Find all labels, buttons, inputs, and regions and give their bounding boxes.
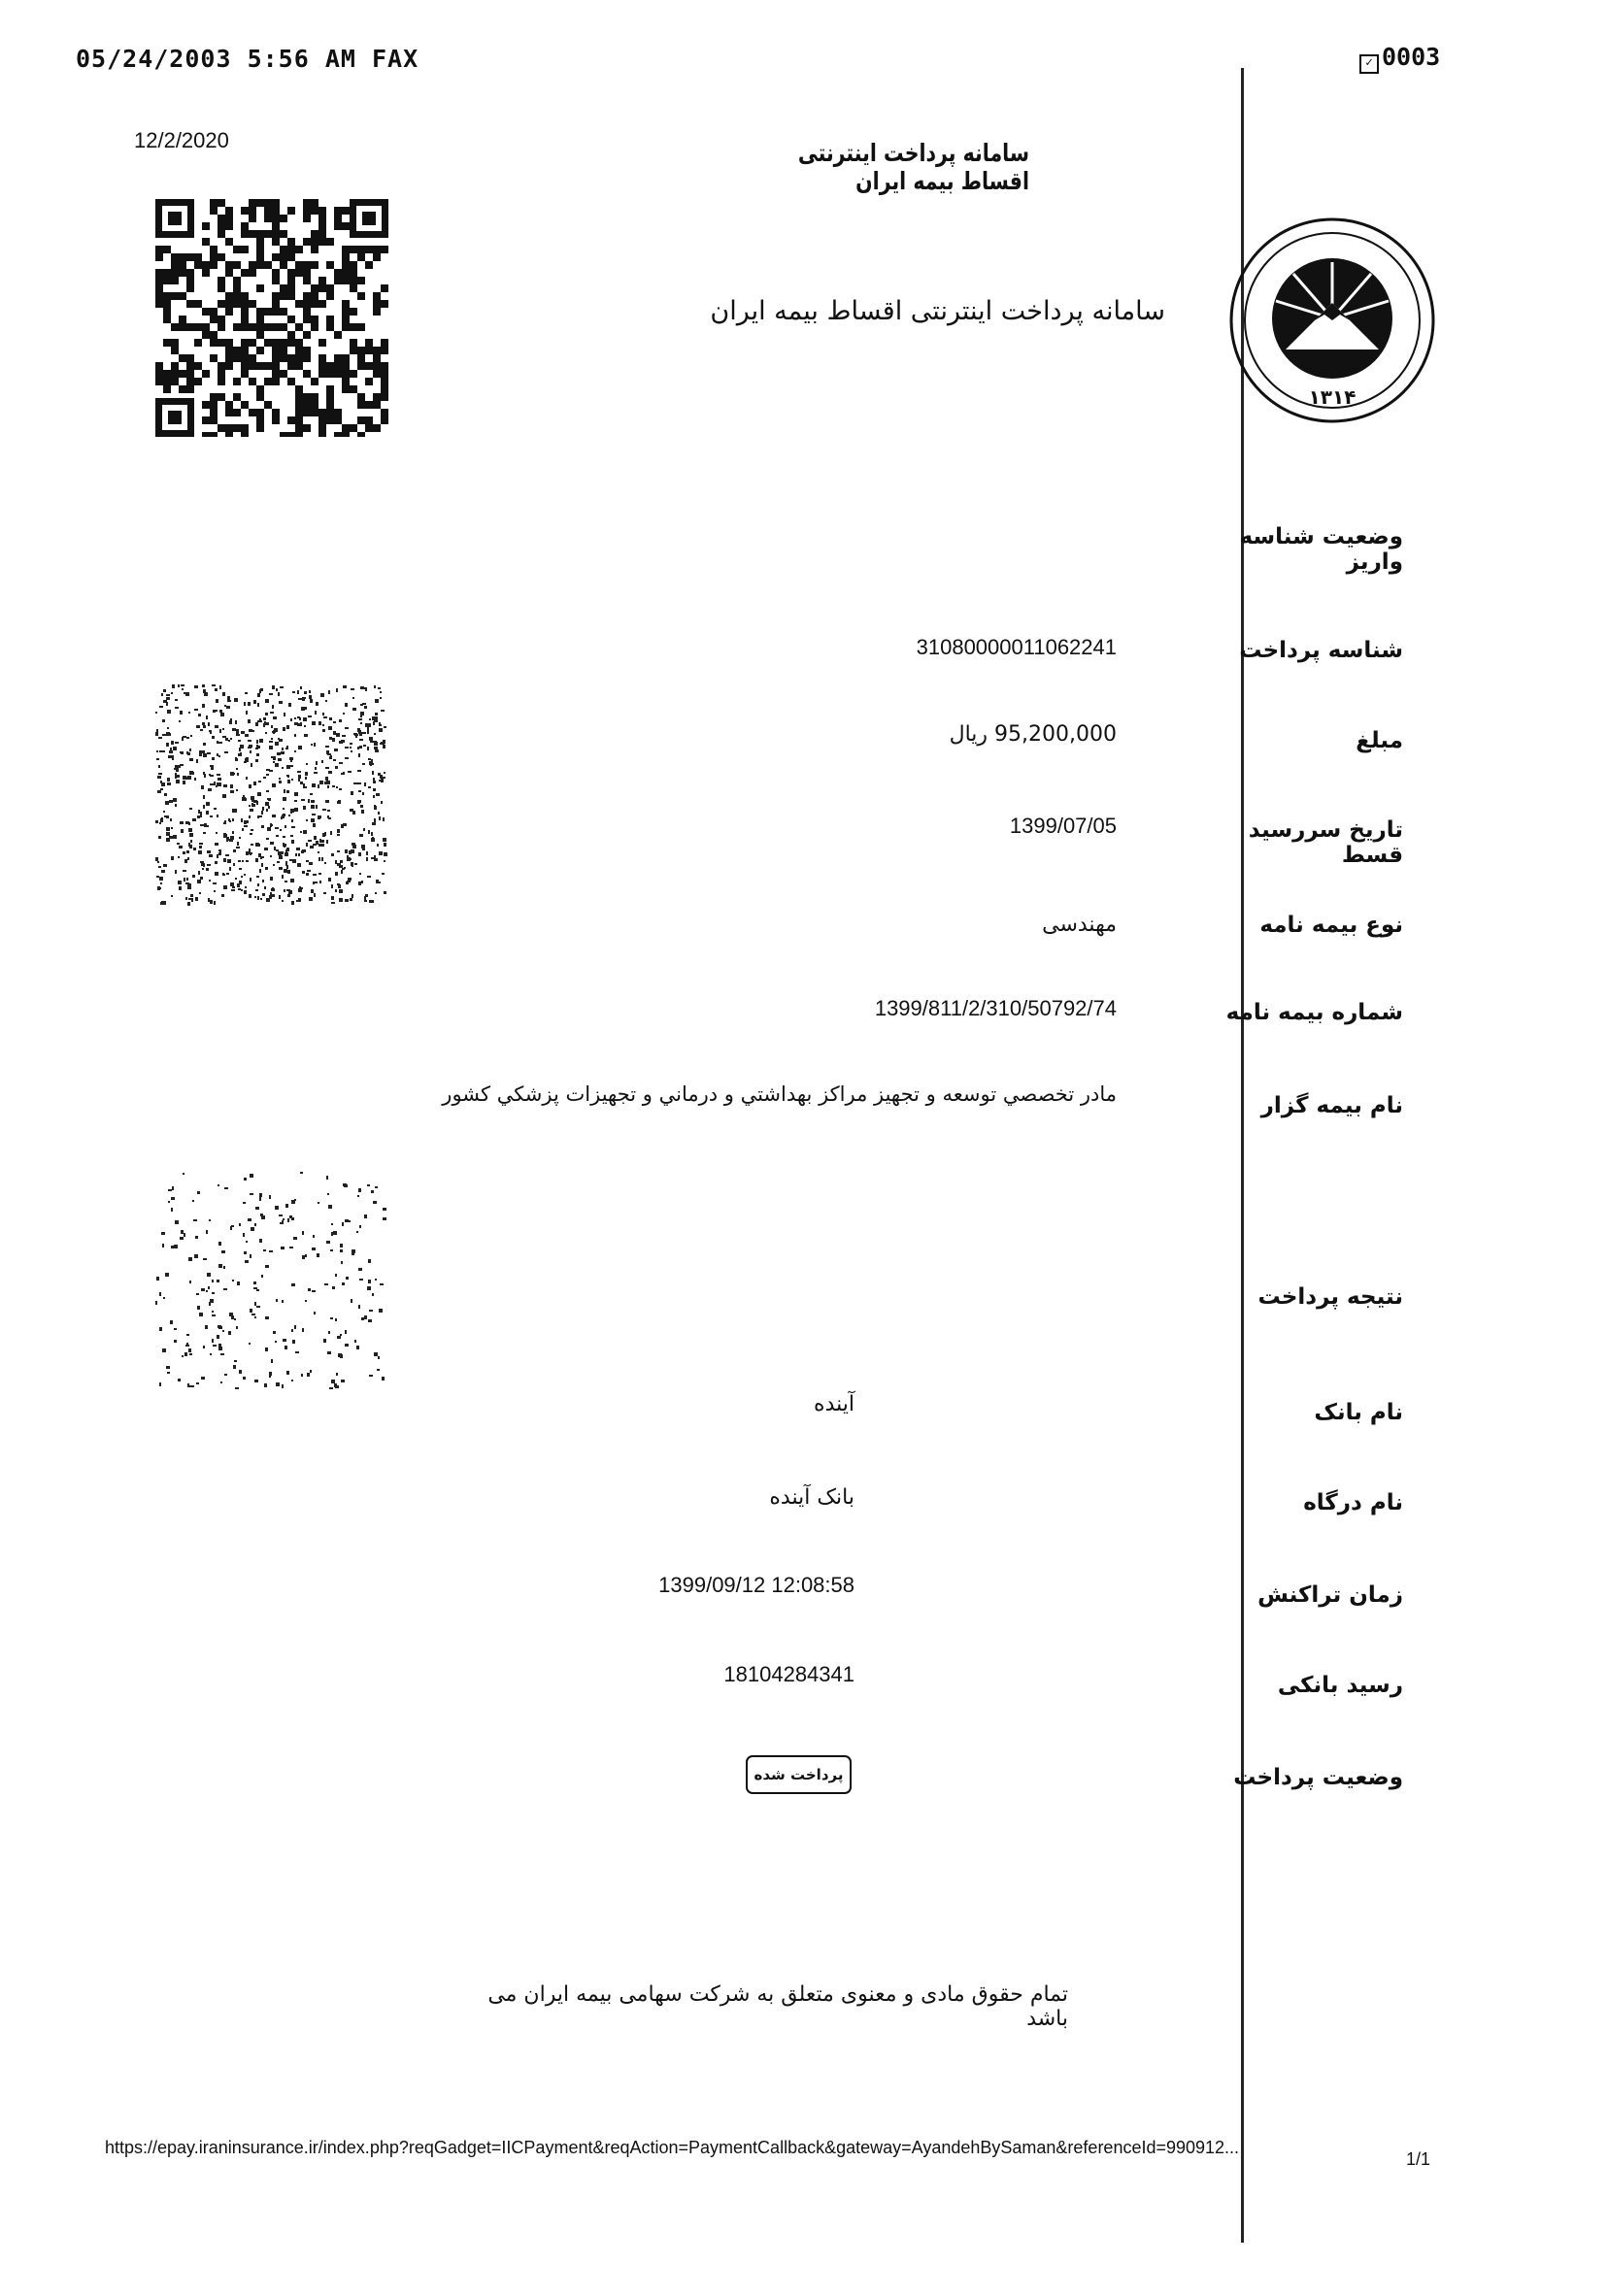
site-title: سامانه پرداخت اینترنتی اقساط بیمه ایران bbox=[710, 296, 1165, 326]
header-title: سامانه پرداخت اینترنتی اقساط بیمه ایران bbox=[797, 139, 1029, 195]
value-payment-id: 31080000011062241 bbox=[916, 635, 1117, 659]
copyright-footer: تمام حقوق مادی و معنوی متعلق به شرکت سهامی بیمه ایران می باشد bbox=[487, 1982, 1068, 2031]
value-transaction-time: 1399/09/12 12:08:58 bbox=[658, 1573, 854, 1597]
label-bank-name: نام بانک bbox=[1314, 1400, 1403, 1425]
status-badge: پرداخت شده bbox=[746, 1755, 852, 1794]
fax-header-line: 05/24/2003 5:56 AM FAX bbox=[76, 45, 419, 73]
fax-page-number: ✓ 0003 bbox=[1359, 43, 1440, 74]
label-transaction-time: زمان تراکنش bbox=[1257, 1582, 1403, 1608]
label-payment-result: نتیجه پرداخت bbox=[1257, 1284, 1403, 1310]
value-insurer-name: مادر تخصصي توسعه و تجهيز مراكز بهداشتي و درماني و تجهيزات پزشكي كشور bbox=[442, 1082, 1117, 1106]
label-payment-status: وضعیت پرداخت bbox=[1233, 1765, 1403, 1790]
value-policy-type: مهندسی bbox=[1042, 913, 1117, 937]
scan-noise-block bbox=[155, 684, 388, 922]
value-due-date: 1399/07/05 bbox=[1009, 814, 1117, 838]
label-policy-type: نوع بیمه نامه bbox=[1259, 913, 1403, 938]
label-amount: مبلغ bbox=[1356, 728, 1403, 753]
logo-year: ۱۳۱۴ bbox=[1308, 385, 1357, 409]
print-url: https://epay.iraninsurance.ir/index.php?reqGadget=IICPayment&reqAction=PaymentCallback&gateway=AyandehBySaman&referenceId=990912... bbox=[105, 2138, 1240, 2157]
label-payment-id: شناسه پرداخت bbox=[1239, 638, 1403, 663]
page-count: 1/1 bbox=[1406, 2149, 1431, 2169]
fax-checkbox-icon: ✓ bbox=[1359, 54, 1379, 74]
label-bank-receipt: رسید بانکی bbox=[1277, 1673, 1403, 1698]
value-gateway-name: بانک آینده bbox=[769, 1485, 854, 1510]
print-date: 12/2/2020 bbox=[134, 128, 229, 152]
value-policy-number: 1399/811/2/310/50792/74 bbox=[874, 996, 1117, 1020]
value-amount: 95,200,000 ریال bbox=[949, 722, 1117, 747]
value-bank-receipt: 18104284341 bbox=[723, 1662, 854, 1686]
label-insurer-name: نام بیمه گزار bbox=[1260, 1093, 1403, 1118]
value-bank-name: آینده bbox=[814, 1392, 854, 1416]
qr-code-icon bbox=[155, 199, 388, 437]
iran-insurance-logo-icon bbox=[1225, 214, 1439, 427]
label-deposit-status: وضعیت شناسه واریز bbox=[1239, 524, 1403, 575]
label-policy-number: شماره بیمه نامه bbox=[1225, 1000, 1403, 1025]
scan-noise-block bbox=[155, 1170, 388, 1393]
label-due-date: تاریخ سررسید قسط bbox=[1248, 817, 1403, 868]
label-gateway-name: نام درگاه bbox=[1303, 1490, 1403, 1515]
